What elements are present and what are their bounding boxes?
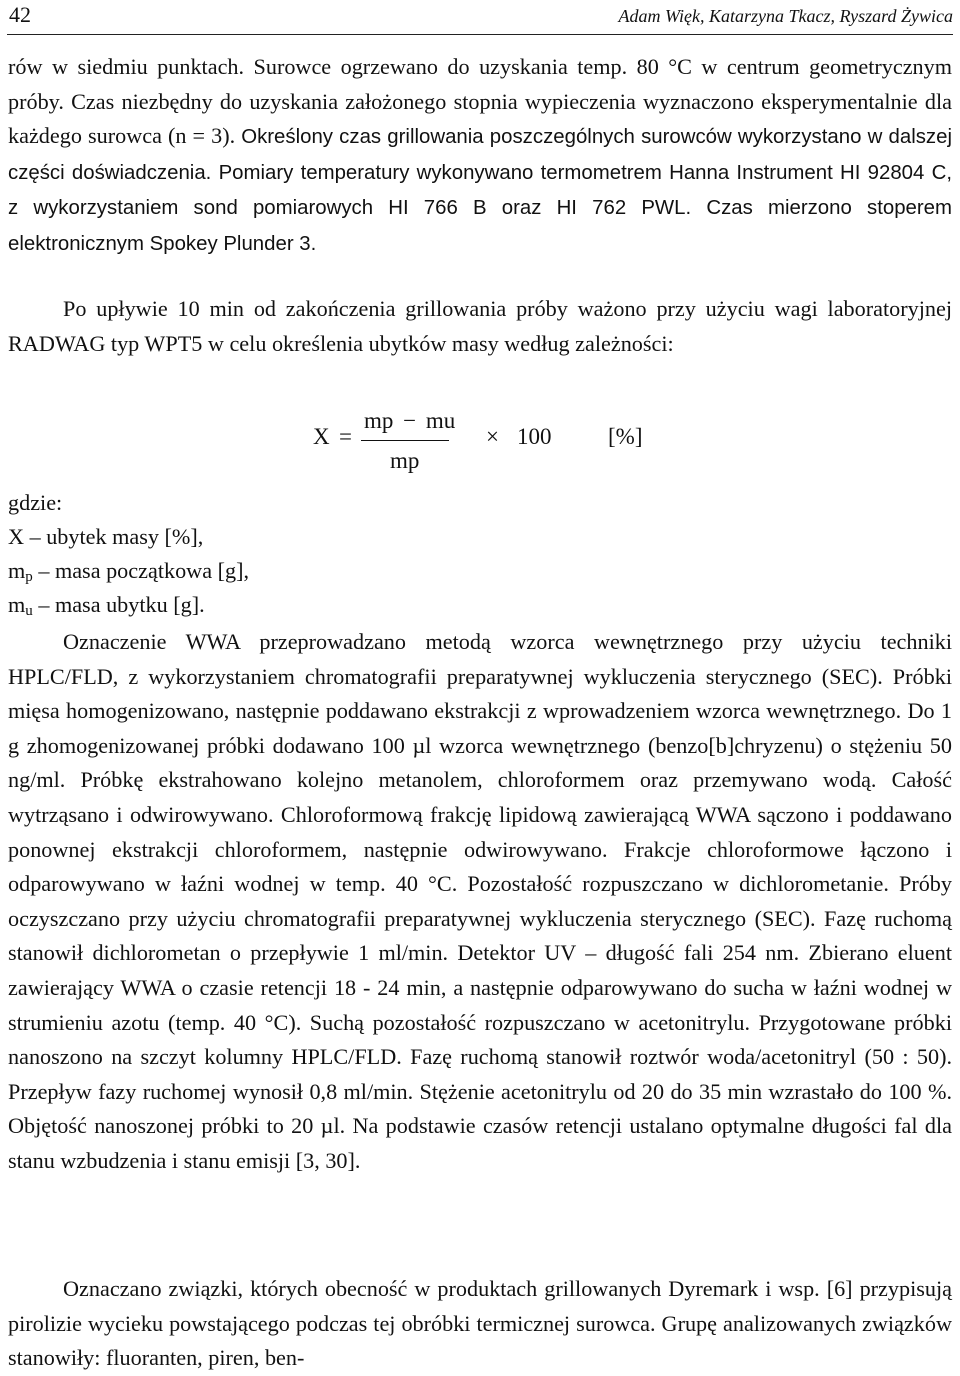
paragraph-weight-loss: Po upływie 10 min od zakończenia grillowania próby ważono przy użyciu wagi laboratoryjnej RADWAG typ WPT5 w celu określenia ubytków masy według zależności: (8, 296, 952, 356)
paragraph-wwa-determination: Oznaczenie WWA przeprowadzano metodą wzorca wewnętrznego przy użyciu techniki HPLC/FLD, z wykorzystaniem chromatografii preparatywnej wykluczenia sterycznego (SEC). Próbki mięsa homogenizowano, następnie poddawano ekstrakcji z wprowadzeniem wzorca wewnętrznego. Do 1 g zhomogenizowanej próbki dodawano 100 µl wzorca wewnętrznego (benzo[b]chryzenu) o stężeniu 50 ng/ml. Próbkę ekstrahowano kolejno metanolem, chloroformem oraz przemywano wodą. Całość wytrząsano i odwirowywano. Chloroformową frakcję lipidową zawierającą WWA sączono i poddawano ponownej ekstrakcji chloroformem, następnie odwirowywano. Frakcje chloroformowe łączono i odparowywano w łaźni wodnej w temp. 40 °C. Pozostałość rozpuszczano w dichlorometanie. Próby oczyszczano przy użyciu chromatografii preparatywnej wykluczenia sterycznego (SEC). Fazę ruchomą stanowił dichlorometan o przepływie 1 ml/min. Detektor UV – długość fali 254 nm. Zbierano eluent zawierający WWA o czasie retencji 18 - 24 min, a następnie odparowywano do sucha w łaźni wodnej w strumieniu azotu (temp. 40 °C). Suchą pozostałość rozpuszczano w acetonitrylu. Przygotowane próbki nanoszono na szczyt kolumny HPLC/FLD. Fazę ruchomą stanowił roztwór woda/acetonitryl (50 : 50). Przepływ fazy ruchomej wynosił 0,8 ml/min. Stężenie acetonitrylu od 20 do 35 min wzrastało do 100 %. Objętość nanoszonej próbki to 20 µl. Na podstawie czasów retencji ustalano optymalne długości fal dla stanu wzbudzenia i stanu emisji [3, 30]. (8, 629, 952, 1173)
definition-mp (8, 558, 249, 586)
paragraph-method-grilling-part2: Określony czas grillowania poszczególnych surowców wykorzystano w dalszej części doświadczenia. Pomiary temperatury wykonywano termometrem Hanna Instrument HI 92804 C, z wykorzystaniem sond pomiarowych HI 766 B oraz HI 762 PWL. Czas mierzono stoperem elektronicznym Spokey Plunder 3. (8, 126, 952, 255)
formula-lhs: X (313, 424, 330, 449)
formula-factor: 100 (517, 424, 552, 449)
page-number: 42 (9, 2, 31, 27)
running-head-authors: Adam Więk, Katarzyna Tkacz, Ryszard Żywica (618, 6, 953, 26)
formula-equals: = (339, 424, 352, 449)
definition-mu-sub: u (25, 603, 33, 619)
formula-times: × (486, 424, 499, 449)
weight-loss-formula (0, 410, 960, 478)
definition-mp-desc: – masa początkowa [g], (32, 558, 250, 583)
definition-mu (8, 592, 205, 620)
definitions-intro: gdzie: (8, 490, 63, 515)
paragraph-method-grilling (8, 50, 952, 262)
paragraph-method-grilling-part1: rów w siedmiu punktach. Surowce ogrzewano do uzyskania temp. 80 °C w centrum geometrycznym próby. Czas niezbędny do uzyskania założonego stopnia wypieczenia wyznaczono eksperymentalnie dla każdego surowca (n = 3). (8, 54, 952, 149)
page-header (7, 0, 953, 35)
formula-unit: [%] (608, 424, 643, 449)
paragraph-analyzed-compounds: Oznaczano związki, których obecność w produktach grillowanych Dyremark i wsp. [6] przypisują pirolizie wycieku powstającego podczas tej obróbki termicznej surowca. Grupę analizowanych związków stanowiły: fluoranten, piren, ben- (8, 1276, 952, 1371)
definition-mu-var: m (8, 592, 26, 617)
definition-x: X – ubytek masy [%], (8, 524, 204, 549)
definition-mu-desc: – masa ubytku [g]. (32, 592, 205, 617)
formula-denominator: mp (390, 448, 420, 473)
definition-mp-var: m (8, 558, 26, 583)
formula-fraction-bar (361, 440, 449, 441)
formula-numerator: mp − mu (364, 408, 456, 433)
definition-mp-sub: p (25, 569, 33, 585)
